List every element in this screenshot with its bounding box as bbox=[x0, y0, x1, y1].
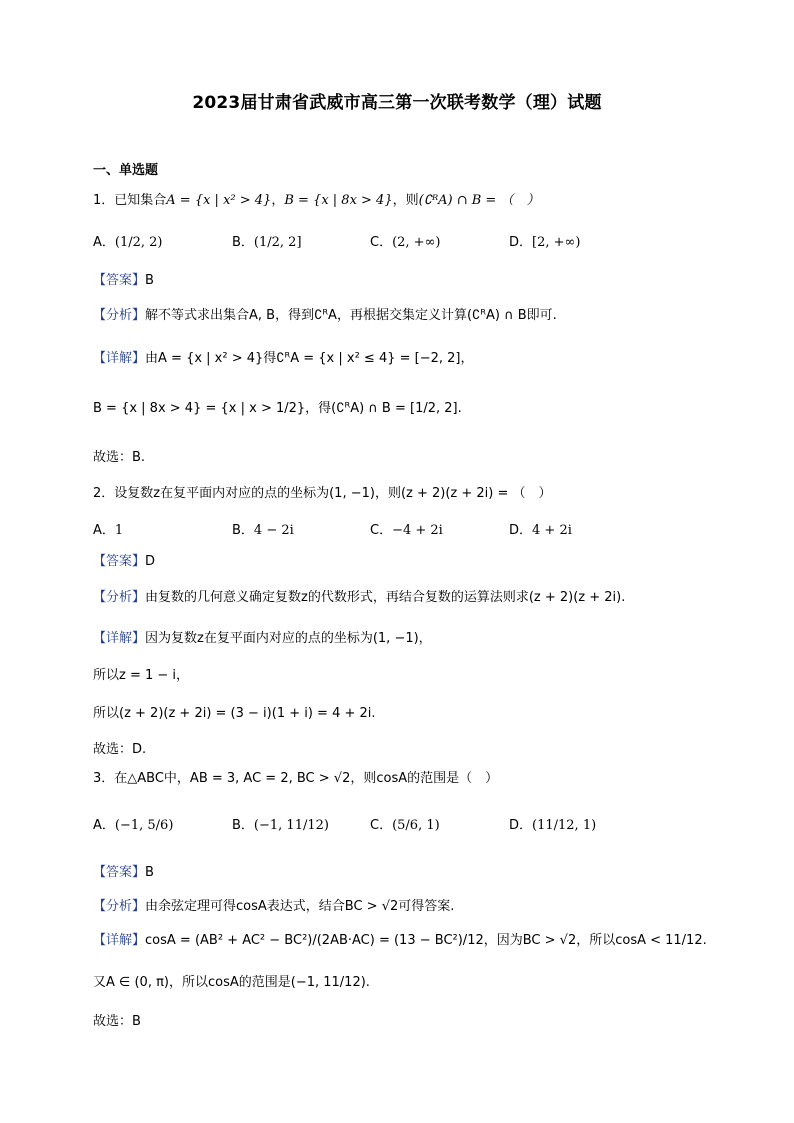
q1-set-a: A = {x | x² > 4} bbox=[166, 193, 272, 208]
q2-option-c bbox=[370, 520, 443, 542]
option-text: (−1, 5/6) bbox=[114, 818, 174, 833]
q1-analysis bbox=[93, 305, 557, 327]
q3-answer bbox=[93, 862, 154, 884]
page-title: 2023届甘肃省武威市高三第一次联考数学（理）试题 bbox=[192, 93, 602, 113]
option-text: (−1, 11/12) bbox=[253, 818, 329, 833]
q2-answer bbox=[93, 551, 155, 573]
option-letter: D． bbox=[509, 818, 533, 833]
option-text: 4 − 2i bbox=[253, 523, 294, 538]
detail-text: cosA = (AB² + AC² − BC²)/(2AB·AC) = (13 − BC²)/12，因为BC > √2，所以cosA < 11/12. bbox=[145, 933, 707, 948]
answer-value: B bbox=[145, 273, 154, 288]
option-text: (11/12, 1) bbox=[532, 818, 597, 833]
answer-tag: 【答案】 bbox=[93, 273, 146, 288]
option-text: (2, +∞) bbox=[392, 235, 441, 250]
q2-detail-3: 所以(z + 2)(z + 2i) = (3 − i)(1 + i) = 4 + 2i. bbox=[93, 706, 376, 721]
q3-option-d bbox=[509, 815, 596, 837]
q1-sep: ， bbox=[271, 193, 285, 208]
q1-option-c bbox=[370, 232, 440, 254]
option-letter: C． bbox=[370, 523, 393, 538]
answer-value: D bbox=[145, 554, 156, 569]
option-letter: C． bbox=[370, 818, 393, 833]
detail-text: 由A = {x | x² > 4}得∁ᴿA = {x | x² ≤ 4} = [−2, 2]， bbox=[145, 351, 474, 366]
option-letter: A． bbox=[93, 235, 115, 250]
q2-detail-2: 所以z = 1 − i， bbox=[93, 668, 190, 683]
q3-analysis bbox=[93, 896, 454, 918]
q1-answer bbox=[93, 270, 154, 292]
answer-tag: 【答案】 bbox=[93, 554, 146, 569]
option-letter: B． bbox=[232, 523, 254, 538]
section-heading: 一、单选题 bbox=[93, 163, 159, 178]
analysis-text: 由复数的几何意义确定复数z的代数形式，再结合复数的运算法则求(z + 2)(z + 2i). bbox=[145, 590, 626, 605]
q3-option-c bbox=[370, 815, 440, 837]
option-text: (5/6, 1) bbox=[392, 818, 440, 833]
q3-option-a bbox=[93, 815, 173, 837]
analysis-text: 解不等式求出集合A, B，得到∁ᴿA，再根据交集定义计算(∁ᴿA) ∩ B即可. bbox=[145, 308, 557, 323]
q3-conclusion: 故选：B bbox=[93, 1014, 141, 1029]
q2-option-d bbox=[509, 520, 572, 542]
q1-conclusion: 故选：B. bbox=[93, 450, 146, 465]
q1-detail-1 bbox=[93, 348, 474, 370]
analysis-tag: 【分析】 bbox=[93, 308, 146, 323]
option-letter: B． bbox=[232, 235, 254, 250]
option-text: 1 bbox=[114, 523, 124, 538]
q2-stem: 2．设复数z在复平面内对应的点的坐标为(1, −1)，则(z + 2)(z + 2i) = （ ） bbox=[93, 486, 552, 501]
q2-detail-1 bbox=[93, 628, 432, 650]
q2-option-a bbox=[93, 520, 123, 542]
option-text: 4 + 2i bbox=[532, 523, 572, 538]
option-text: (1/2, 2] bbox=[253, 235, 302, 250]
q3-detail-2: 又A ∈ (0, π)，所以cosA的范围是(−1, 11/12). bbox=[93, 975, 370, 990]
option-letter: C． bbox=[370, 235, 393, 250]
q1-set-b: B = {x | 8x > 4} bbox=[284, 193, 393, 208]
option-text: [2, +∞) bbox=[532, 235, 581, 250]
option-letter: A． bbox=[93, 818, 115, 833]
analysis-text: 由余弦定理可得cosA表达式，结合BC > √2可得答案. bbox=[145, 899, 455, 914]
option-letter: D． bbox=[509, 235, 533, 250]
q1-option-d bbox=[509, 232, 580, 254]
option-text: −4 + 2i bbox=[392, 523, 443, 538]
detail-tag: 【详解】 bbox=[93, 631, 146, 646]
detail-text: 因为复数z在复平面内对应的点的坐标为(1, −1)， bbox=[145, 631, 432, 646]
q1-option-b bbox=[232, 232, 302, 254]
q1-mid: ，则 bbox=[392, 193, 419, 208]
option-letter: A． bbox=[93, 523, 115, 538]
detail-tag: 【详解】 bbox=[93, 933, 146, 948]
analysis-tag: 【分析】 bbox=[93, 590, 146, 605]
option-letter: B． bbox=[232, 818, 254, 833]
analysis-tag: 【分析】 bbox=[93, 899, 146, 914]
option-text: (1/2, 2) bbox=[114, 235, 163, 250]
q2-analysis bbox=[93, 587, 625, 609]
answer-value: B bbox=[145, 865, 154, 880]
q3-stem: 3．在△ABC中，AB = 3, AC = 2, BC > √2，则cosA的范围是（ ） bbox=[93, 771, 499, 786]
detail-tag: 【详解】 bbox=[93, 351, 146, 366]
q1-stem bbox=[93, 190, 539, 212]
q2-conclusion: 故选：D. bbox=[93, 742, 147, 757]
option-letter: D． bbox=[509, 523, 533, 538]
q1-option-a bbox=[93, 232, 163, 254]
q1-detail-2: B = {x | 8x > 4} = {x | x > 1/2}，得(∁ᴿA) ∩ B = [1/2, 2]. bbox=[93, 401, 462, 416]
q1-stem-prefix: 1．已知集合 bbox=[93, 193, 167, 208]
q2-option-b bbox=[232, 520, 294, 542]
q3-option-b bbox=[232, 815, 329, 837]
q3-detail-1 bbox=[93, 930, 707, 952]
answer-tag: 【答案】 bbox=[93, 865, 146, 880]
q1-expr: (∁ᴿA) ∩ B = （ ） bbox=[418, 193, 540, 208]
